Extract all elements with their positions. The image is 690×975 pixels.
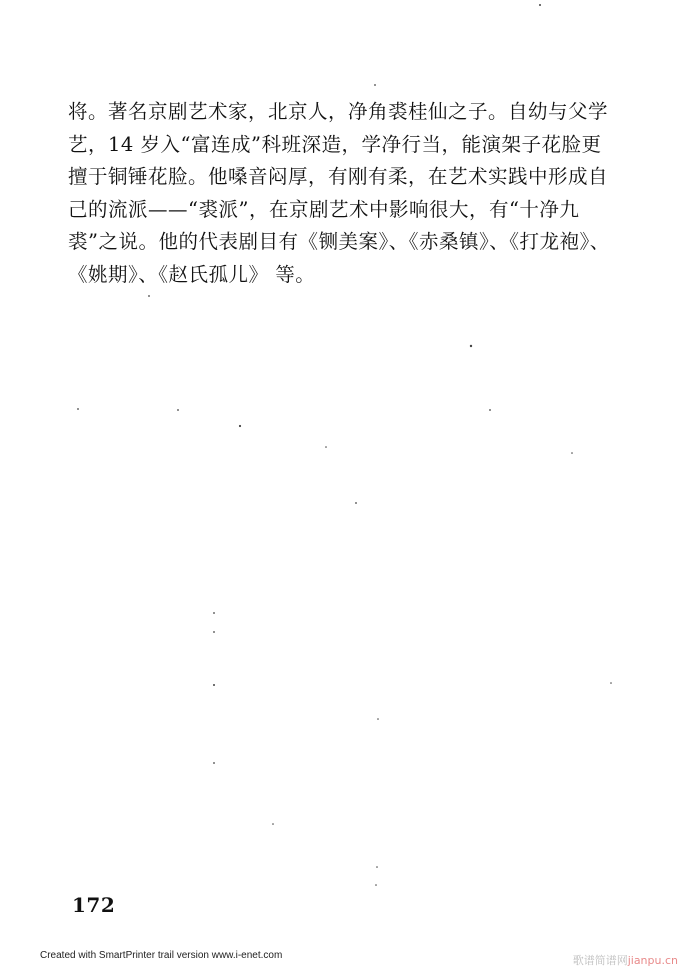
text-line-3: 擅于铜锤花脸。他嗓音闷厚，有刚有柔，在艺术实践中形成自 xyxy=(68,165,609,188)
text-line-2: 艺，14 岁入“富连成”科班深造，学净行当，能演架子花脸更 xyxy=(68,132,602,156)
page-number: 172 xyxy=(72,893,116,917)
body-paragraph xyxy=(68,96,638,291)
text-line-5: 裘”之说。他的代表剧目有《铡美案》、《赤桑镇》、《打龙袍》、 xyxy=(68,230,610,253)
site-watermark-latin: jianpu.cn xyxy=(627,954,678,967)
text-line-1: 将。著名京剧艺术家，北京人，净角裘桂仙之子。自幼与父学 xyxy=(68,100,609,123)
footer-watermark-text: Created with SmartPrinter trail version www.i-enet.com xyxy=(40,950,283,961)
site-watermark-cn: 歌谱简谱网 xyxy=(572,954,628,967)
text-line-4: 己的流派——“裘派”，在京剧艺术中影响很大，有“十净九 xyxy=(68,197,580,221)
text-line-6: 《姚期》、《赵氏孤儿》 等。 xyxy=(68,262,316,286)
site-watermark xyxy=(573,952,678,968)
